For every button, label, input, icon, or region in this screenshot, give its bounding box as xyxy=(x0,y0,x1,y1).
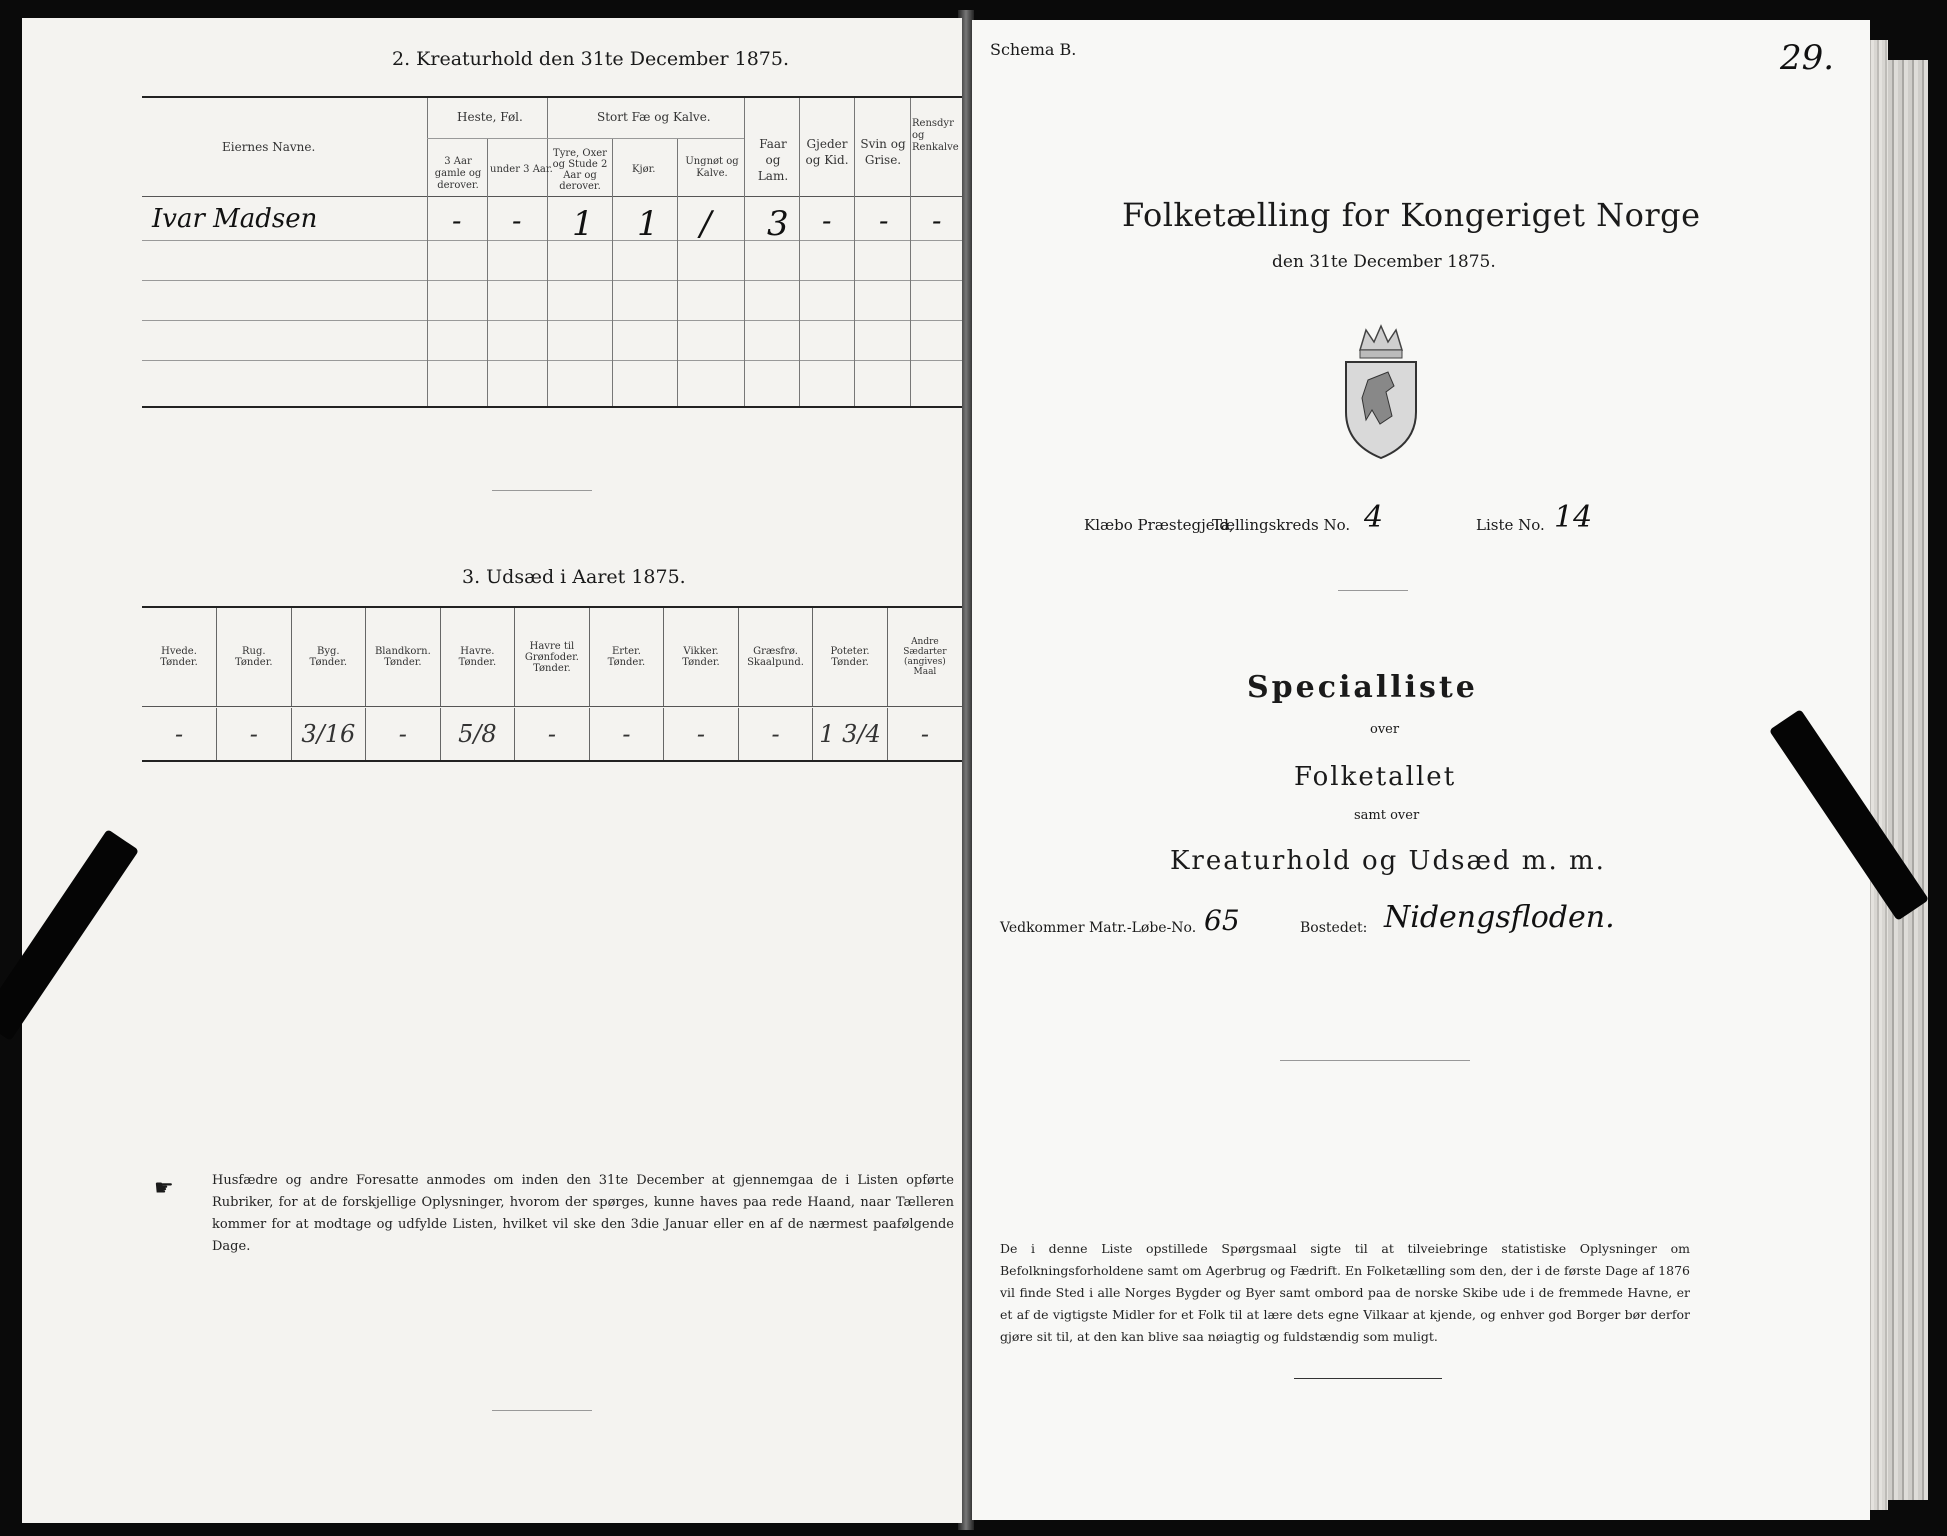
udsaed-col-hvede: Hvede. Tønder. xyxy=(160,646,198,668)
udsaed-col-havre: Havre. Tønder. xyxy=(440,608,515,706)
col-header-name: Eiernes Navne. xyxy=(222,140,316,154)
specialliste-heading: Specialliste xyxy=(1247,670,1478,705)
value-stort1: 1 xyxy=(572,204,594,244)
udsaed-value-table xyxy=(142,708,962,760)
district-value: 4 xyxy=(1364,500,1384,535)
over-label: over xyxy=(1370,722,1400,737)
udsaed-col-poteter: Poteter. Tønder. xyxy=(813,608,888,706)
udsaed-col-andre: Andre Sædarter (angives) Maal xyxy=(887,608,962,706)
udsaed-value-blandkorn: - xyxy=(366,708,441,760)
samt-over-label: samt over xyxy=(1354,808,1420,823)
udsaed-value-poteter: 1 3/4 xyxy=(813,708,888,760)
udsaed-col-vikker: Vikker. Tønder. xyxy=(664,608,739,706)
value-stort2: 1 xyxy=(637,204,659,244)
col-header-heste-sub2: under 3 Aar. xyxy=(490,164,553,175)
udsaed-value-havre: 5/8 xyxy=(440,708,515,760)
folio-number: 29. xyxy=(1780,38,1835,78)
udsaed-value-byg: 3/16 xyxy=(291,708,366,760)
col-header-stort: Stort Fæ og Kalve. xyxy=(597,110,711,124)
explanation-paragraph: De i denne Liste opstillede Spørgsmaal sigte til at tilveiebringe statistiske Oplysninger om Befolkningsforholdene samt om Agerbrug og Fædrift. En Folketælling som den, der i de første Dage af 1876 vil finde Sted i alle Norges Bygder og Byer samt ombord paa de norske Skibe ude i de fremmede Havne, er et af de vigtigste Midler for et Folk til at lære dets egne Vilkaar at kjende, og enhver god Borger bør derfor gjøre sit til, at den kan blive saa nøiagtig og fuldstændig som muligt. xyxy=(1000,1241,1690,1344)
parish-label: Klæbo Præstegjeld, xyxy=(1084,516,1234,534)
udsaed-value-andre: - xyxy=(887,708,962,760)
col-header-heste: Heste, Føl. xyxy=(457,110,523,124)
udsaed-value-hvede: - xyxy=(174,720,184,748)
col-header-gjeder: Gjeder og Kid. xyxy=(805,137,849,167)
udsaed-col-rug: Rug. Tønder. xyxy=(217,608,292,706)
udsaed-col-gronfoder: Havre til Grønfoder. Tønder. xyxy=(515,608,590,706)
col-header-svin: Svin og Grise. xyxy=(860,137,906,167)
pointing-hand-icon: ☛ xyxy=(154,1176,174,1201)
udsaed-col-byg: Byg. Tønder. xyxy=(291,608,366,706)
divider-bottom xyxy=(492,1410,592,1411)
udsaed-value-gronfoder: - xyxy=(515,708,590,760)
col-header-heste-sub1: 3 Aar gamle og derover. xyxy=(434,156,482,191)
matr-label: Vedkommer Matr.-Løbe-No. xyxy=(1000,920,1197,936)
left-page xyxy=(22,18,962,1523)
value-stort3: / xyxy=(700,204,712,244)
folketallet-heading: Folketallet xyxy=(1294,762,1457,792)
udsaed-value-erter: - xyxy=(589,708,664,760)
col-header-faar: Faar og Lam. xyxy=(757,137,789,183)
divider xyxy=(492,490,592,491)
district-label: Tællingskreds No. xyxy=(1212,516,1351,534)
udsaed-value-vikker: - xyxy=(664,708,739,760)
col-header-stort-sub2: Kjør. xyxy=(632,164,656,175)
section2-title: 2. Kreaturhold den 31te December 1875. xyxy=(392,48,790,70)
col-header-stort-sub1: Tyre, Oxer og Stude 2 Aar og derover. xyxy=(552,148,608,192)
bosted-label: Bostedet: xyxy=(1300,920,1368,936)
matr-value: 65 xyxy=(1204,904,1240,937)
right-page xyxy=(972,20,1870,1520)
list-value: 14 xyxy=(1554,500,1593,535)
value-heste1: - xyxy=(452,204,462,237)
document-date: den 31te December 1875. xyxy=(1272,252,1496,272)
document-title: Folketælling for Kongeriget Norge xyxy=(1122,196,1701,234)
notice-paragraph: Husfædre og andre Foresatte anmodes om inden den 31te December at gjennemgaa de i Listen opførte Rubriker, for at de forskjellige Oplysninger, hvorom der spørges, kunne haves paa rede Haand, naar Tælleren kommer for at modtage og udfylde Listen, hvilket vil ske den 3die Januar eller en af de nærmest paafølgende Dage. xyxy=(212,1173,954,1254)
udsaed-col-blandkorn: Blandkorn. Tønder. xyxy=(366,608,441,706)
value-faar: 3 xyxy=(767,204,789,244)
value-gjeder: - xyxy=(822,204,832,237)
value-heste2: - xyxy=(512,204,522,237)
list-label: Liste No. xyxy=(1476,516,1545,534)
bosted-value: Nidengsfloden. xyxy=(1384,900,1615,935)
udsaed-header-table xyxy=(142,608,962,706)
owner-name: Ivar Madsen xyxy=(152,204,318,234)
udsaed-col-graesfro: Græsfrø. Skaalpund. xyxy=(738,608,813,706)
schema-label: Schema B. xyxy=(990,40,1077,59)
value-svin: - xyxy=(879,204,889,237)
udsaed-col-erter: Erter. Tønder. xyxy=(589,608,664,706)
col-header-stort-sub3: Ungnøt og Kalve. xyxy=(685,156,739,179)
kreatur-heading: Kreaturhold og Udsæd m. m. xyxy=(1170,846,1606,876)
udsaed-value-rug: - xyxy=(217,708,292,760)
section3-title: 3. Udsæd i Aaret 1875. xyxy=(462,566,686,588)
udsaed-value-graesfro: - xyxy=(738,708,813,760)
value-ren: - xyxy=(932,204,942,237)
col-header-ren: Rensdyr og Renkalve xyxy=(912,118,959,153)
page-edges-outer xyxy=(1888,60,1928,1500)
norway-coat-of-arms xyxy=(1336,320,1426,460)
